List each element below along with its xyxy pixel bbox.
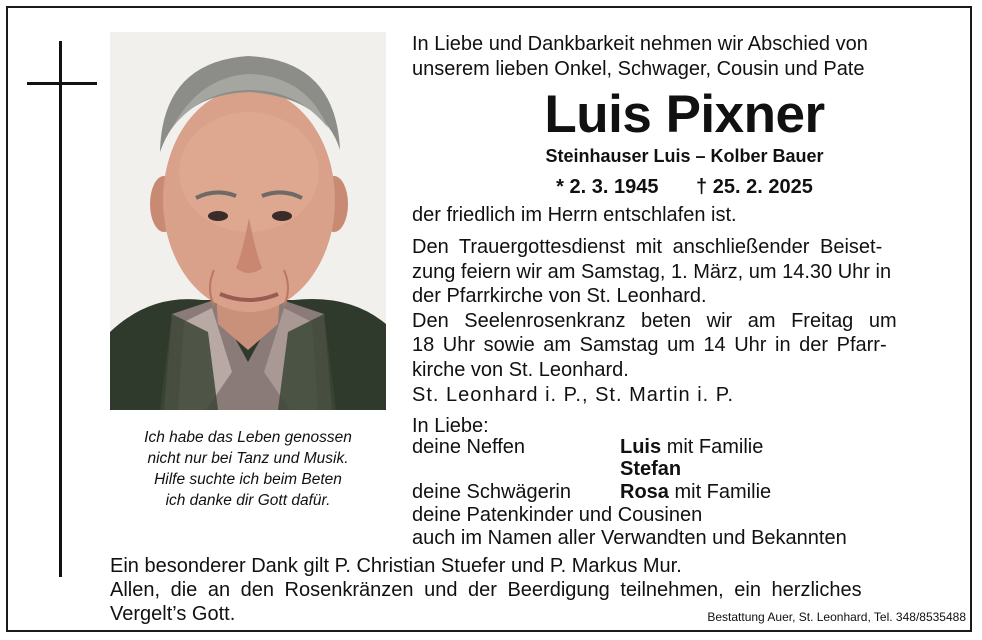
poem-line: Hilfe suchte ich beim Beten	[154, 471, 342, 488]
death-date: † 25. 2. 2025	[696, 176, 813, 198]
service-line: der Pfarrkirche von St. Leonhard.	[412, 285, 707, 307]
intro-line: unserem lieben Onkel, Schwager, Cousin und Pate	[412, 58, 865, 80]
service-info	[412, 235, 957, 382]
deceased-name: Luis Pixner	[544, 85, 825, 144]
deceased-nickname: Steinhauser Luis – Kolber Bauer	[545, 146, 824, 166]
mourner-sister-in-law	[620, 481, 771, 504]
service-line: kirche von St. Leonhard.	[412, 358, 629, 381]
mourner-others: auch im Namen aller Verwandten und Bekannten	[412, 527, 847, 549]
service-line: Den Trauergottesdienst mit anschließender Beiset-	[412, 236, 883, 258]
places: St. Leonhard i. P., St. Martin i. P.	[412, 384, 735, 406]
portrait-photo	[110, 32, 386, 410]
intro-line: In Liebe und Dankbarkeit nehmen wir Abschied von	[412, 33, 868, 55]
mourner-name: Rosa	[620, 481, 669, 503]
intro-text	[412, 32, 957, 82]
cross-icon	[59, 41, 62, 577]
poem-line: nicht nur bei Tanz und Musik.	[147, 450, 349, 467]
poem-line: ich danke dir Gott dafür.	[165, 492, 331, 509]
birth-date: * 2. 3. 1945	[556, 176, 659, 198]
mourner-name: Stefan	[620, 458, 682, 480]
thanks-line: Ein besonderer Dank gilt P. Christian Stuefer und P. Markus Mur.	[110, 555, 682, 577]
poem-line: Ich habe das Leben genossen	[144, 429, 352, 446]
thanks-line: Allen, die an den Rosenkränzen und der Beerdigung teilnehmen, ein herzliches	[110, 579, 862, 601]
service-line: zung feiern wir am Samstag, 1. März, um 14.30 Uhr in	[412, 260, 892, 283]
poem	[100, 427, 396, 511]
mourner-name: Luis	[620, 436, 662, 458]
mourner-nephew-1	[620, 436, 763, 459]
funeral-home-credit: Bestattung Auer, St. Leonhard, Tel. 348/8535488	[707, 610, 966, 624]
passed-text: der friedlich im Herrn entschlafen ist.	[412, 204, 737, 226]
service-line: Den Seelenrosenkranz beten wir am Freitag um	[412, 309, 897, 332]
thanks-line: Vergelt’s Gott.	[110, 603, 236, 625]
mourner-suffix: mit Familie	[666, 436, 764, 458]
mourner-sister-in-law-label: deine Schwägerin	[412, 481, 571, 503]
mourner-nephews-label: deine Neffen	[412, 436, 526, 458]
mourner-godchildren: deine Patenkinder und Cousinen	[412, 504, 703, 526]
mourners-label: In Liebe:	[412, 415, 489, 437]
mourner-nephew-2	[620, 458, 681, 481]
life-dates	[412, 174, 957, 200]
mourner-suffix: mit Familie	[674, 481, 772, 503]
service-line: 18 Uhr sowie am Samstag um 14 Uhr in der Pfarr-	[412, 334, 887, 356]
cross-icon-bar	[27, 82, 97, 85]
